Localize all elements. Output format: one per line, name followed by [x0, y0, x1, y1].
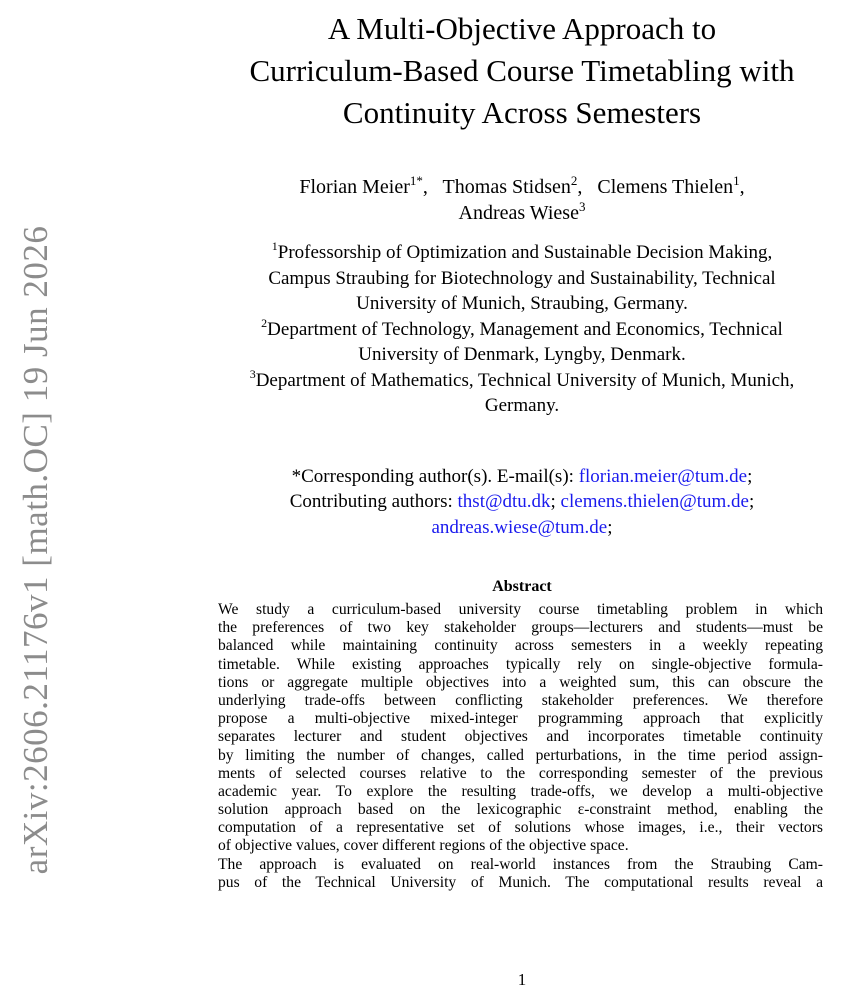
- title-line: Continuity Across Semesters: [342, 95, 702, 130]
- title-line: Curriculum-Based Course Timetabling with: [249, 53, 795, 88]
- abstract-line: pus of the Technical University of Munich. The computational results reveal a: [218, 873, 823, 891]
- author-name: Clemens Thielen: [597, 176, 734, 198]
- author-name: Florian Meier: [299, 176, 410, 198]
- abstract-line: the preferences of two key stakeholder groups—lecturers and students—must be: [218, 619, 823, 637]
- contributing-email-link[interactable]: thst@dtu.dk: [457, 491, 551, 512]
- affiliation-line: $^3$Department of Mathematics, Technical University of Munich, Munich,: [249, 366, 795, 391]
- affiliation-line: University of Denmark, Lyngby, Denmark.: [358, 344, 686, 365]
- paper-title: [196, 8, 848, 134]
- author: [458, 199, 586, 224]
- abstract-heading: Abstract: [492, 578, 552, 595]
- abstract-line: The approach is evaluated on real-world instances from the Straubing Cam-: [218, 855, 823, 873]
- abstract-line: by limiting the number of changes, called perturbations, in the time period assign-: [218, 746, 823, 764]
- affiliation-line: $^2$Department of Technology, Management and Economics, Technical: [261, 315, 783, 340]
- contributing-authors-label: Contributing authors:: [289, 491, 458, 512]
- abstract-line: solution approach based on the lexicographic ε-constraint method, enabling the: [218, 801, 823, 819]
- abstract-line: timetable. While existing approaches typically rely on single-objective formula-: [218, 655, 823, 673]
- abstract-line: balanced while maintaining continuity across semesters in a weekly repeating: [218, 637, 823, 655]
- author-affiliation-marker: 3: [578, 199, 586, 214]
- abstract-line: underlying trade-offs between conflicting stakeholder preferences. We therefore: [218, 691, 823, 709]
- page-number: 1: [517, 970, 527, 989]
- abstract-line: academic year. To explore the resulting trade-offs, we develop a multi-objective: [218, 782, 823, 800]
- author-affiliation-marker: 1*: [409, 173, 423, 188]
- arxiv-identifier-stamp: arXiv:2606.21176v1 [math.OC] 19 Jun 2026: [16, 225, 55, 875]
- author-list: Florian Meier$^{1*}$, Thomas Stidsen$^2$, Clemens Thielen$^1$, Andreas Wiese$^3$: [299, 173, 745, 224]
- affiliation-line: Germany.: [484, 395, 560, 416]
- affiliation-list: [196, 240, 848, 419]
- corresponding-email-link[interactable]: florian.meier@tum.de: [578, 465, 748, 487]
- abstract-line: We study a curriculum-based university course timetabling problem in which: [218, 601, 823, 618]
- title-line: A Multi-Objective Approach to: [327, 11, 717, 46]
- abstract-line: ments of selected courses relative to the corresponding semester of the previous: [218, 764, 823, 782]
- abstract-body: [218, 601, 823, 892]
- author-affiliation-marker: 2: [570, 173, 578, 188]
- author-affiliation-marker: 1: [733, 173, 740, 188]
- paper-first-page: [196, 0, 848, 989]
- author: [299, 173, 423, 198]
- abstract-line: computation of a representative set of solutions whose images, i.e., their vectors: [218, 819, 823, 837]
- contributing-email-link[interactable]: clemens.thielen@tum.de: [560, 491, 749, 512]
- contributing-email-link[interactable]: andreas.wiese@tum.de: [431, 516, 608, 538]
- affiliation-line: Campus Straubing for Biotechnology and Sustainability, Technical: [268, 267, 776, 289]
- abstract-line: tions or aggregate multiple objectives into a weighted sum, this can obscure the: [218, 673, 823, 691]
- affiliation-line: $^1$Professorship of Optimization and Sustainable Decision Making,: [271, 239, 773, 263]
- author-name: Andreas Wiese: [458, 202, 579, 224]
- correspondence-block: *Corresponding author(s). E-mail(s): florian.meier@tum.de; Contributing authors: thst@dtu.dk; clemens.thielen@tum.de; andreas.wiese@tum.de;: [289, 465, 755, 538]
- abstract-line: separates lecturer and student objectives and incorporates timetable continuity: [218, 728, 823, 746]
- affiliation-line: University of Munich, Straubing, Germany.: [356, 293, 688, 314]
- abstract-line: of objective values, cover different regions of the objective space.: [218, 837, 629, 855]
- corresponding-author-label: *Corresponding author(s). E-mail(s):: [291, 465, 579, 487]
- author: [597, 173, 740, 198]
- author-name: Thomas Stidsen: [442, 176, 571, 198]
- abstract-line: propose a multi-objective mixed-integer programming approach that explicitly: [218, 710, 823, 728]
- author: [442, 173, 578, 198]
